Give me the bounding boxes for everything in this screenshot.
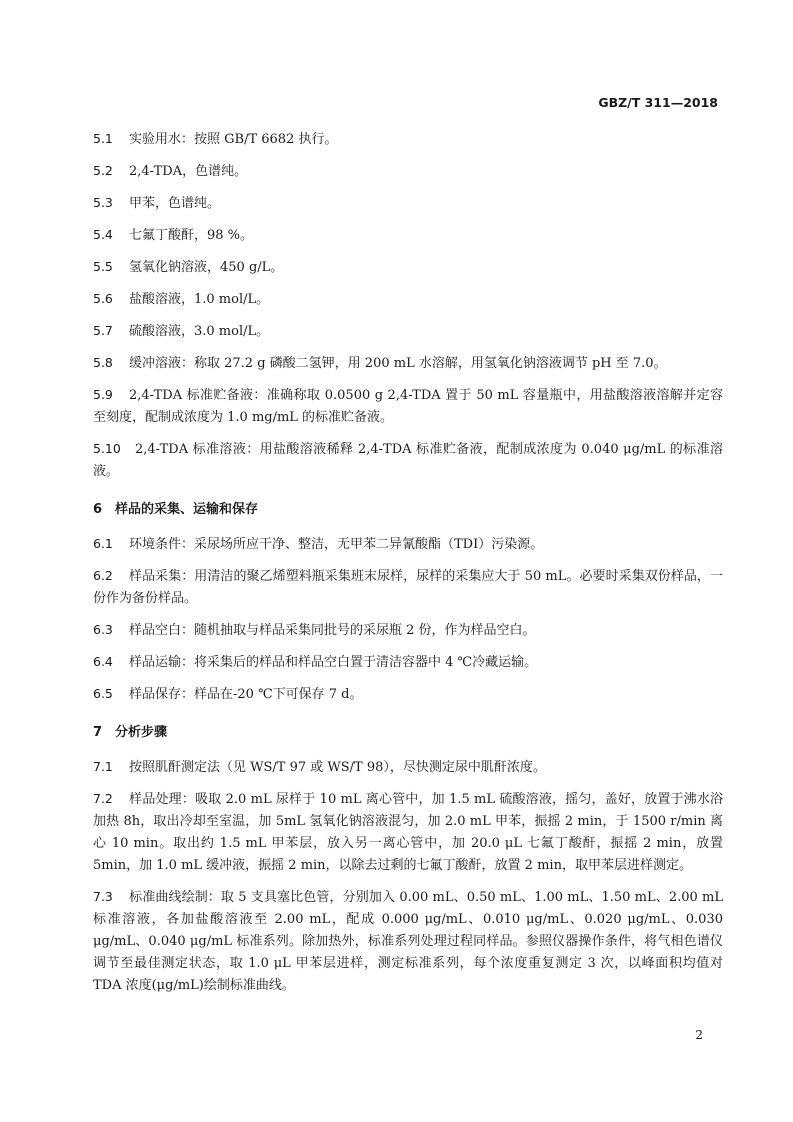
clause-5-10: 5.10 2,4-TDA 标准溶液：用盐酸溶液稀释 2,4-TDA 标准贮备液，配制成浓度为 0.040 μg/mL 的标准溶液。 [93,441,723,479]
document-body [93,128,723,1006]
clause-6-1: 6.1 环境条件：采尿场所应干净、整洁，无甲苯二异氰酸酯（TDI）污染源。 [93,536,544,552]
clause-5-7: 5.7 硫酸溶液，3.0 mol/L。 [93,323,270,339]
page-number: 2 [695,1028,703,1042]
clause-5-3: 5.3 甲苯，色谱纯。 [93,195,221,211]
clause-7-3: 7.3 标准曲线绘制：取 5 支具塞比色管，分别加入 0.00 mL、0.50 mL、1.00 mL、1.50 mL、2.00 mL 标准溶液，各加盐酸溶液至 2.00 mL，配成 0.000 μg/mL、0.010 μg/mL、0.020 μg/mL、0.030 μg/mL、0.040 μg/mL 标准系列。除加热外，标准系列处理过程同样品。参照仪器操作条件，将气相色谱仪调节至最佳测定状态，取 1.0 μL 甲苯层进样，测定标准系列，每个浓度重复测定 3 次，以峰面积均值对 TDA 浓度(μg/mL)绘制标准曲线。 [93,889,723,993]
clause-5-2: 5.2 2,4-TDA，色谱纯。 [93,163,248,179]
clause-7-1: 7.1 按照肌酐测定法（见 WS/T 97 或 WS/T 98），尽快测定尿中肌酐浓度。 [93,759,546,775]
section-6-heading: 6 样品的采集、运输和保存 [93,502,259,517]
section-7-heading: 7 分析步骤 [93,725,168,740]
clause-7-2: 7.2 样品处理：吸取 2.0 mL 尿样于 10 mL 离心管中，加 1.5 mL 硫酸溶液，摇匀，盖好，放置于沸水浴加热 8h，取出冷却至室温，加 5mL 氢氧化钠溶液混匀，加 2.0 mL 甲苯，振摇 2 min，于 1500 r/min 离心 10 min。取出约 1.5 mL 甲苯层，放入另一离心管中，加 20.0 μL 七氟丁酸酐，振摇 2 min，放置 5min，加 1.0 mL 缓冲液，振摇 2 min，以除去过剩的七氟丁酸酐，放置 2 min，取甲苯层进样测定。 [93,791,723,873]
clause-5-4: 5.4 七氟丁酸酐，98 %。 [93,227,254,243]
clause-6-3: 6.3 样品空白：随机抽取与样品采集同批号的采尿瓶 2 份，作为样品空白。 [93,622,536,638]
clause-5-5: 5.5 氢氧化钠溶液，450 g/L。 [93,259,284,275]
clause-6-2: 6.2 样品采集：用清洁的聚乙烯塑料瓶采集班末尿样，尿样的采集应大于 50 mL。必要时采集双份样品，一份作为备份样品。 [93,568,723,606]
clause-6-4: 6.4 样品运输：将采集后的样品和样品空白置于清洁容器中 4 ℃冷藏运输。 [93,654,538,670]
clause-5-6: 5.6 盐酸溶液，1.0 mol/L。 [93,291,270,307]
clause-5-1: 5.1 实验用水：按照 GB/T 6682 执行。 [93,131,338,147]
clause-5-9: 5.9 2,4-TDA 标准贮备液：准确称取 0.0500 g 2,4-TDA 置于 50 mL 容量瓶中，用盐酸溶液溶解并定容至刻度，配制成浓度为 1.0 mg/mL 的标准贮备液。 [93,387,723,425]
standard-code: GBZ/T 311—2018 [598,95,718,110]
clause-6-5: 6.5 样品保存：样品在-20 ℃下可保存 7 d。 [93,686,363,702]
clause-5-8: 5.8 缓冲溶液：称取 27.2 g 磷酸二氢钾，用 200 mL 水溶解，用氢氧化钠溶液调节 pH 至 7.0。 [93,355,667,371]
